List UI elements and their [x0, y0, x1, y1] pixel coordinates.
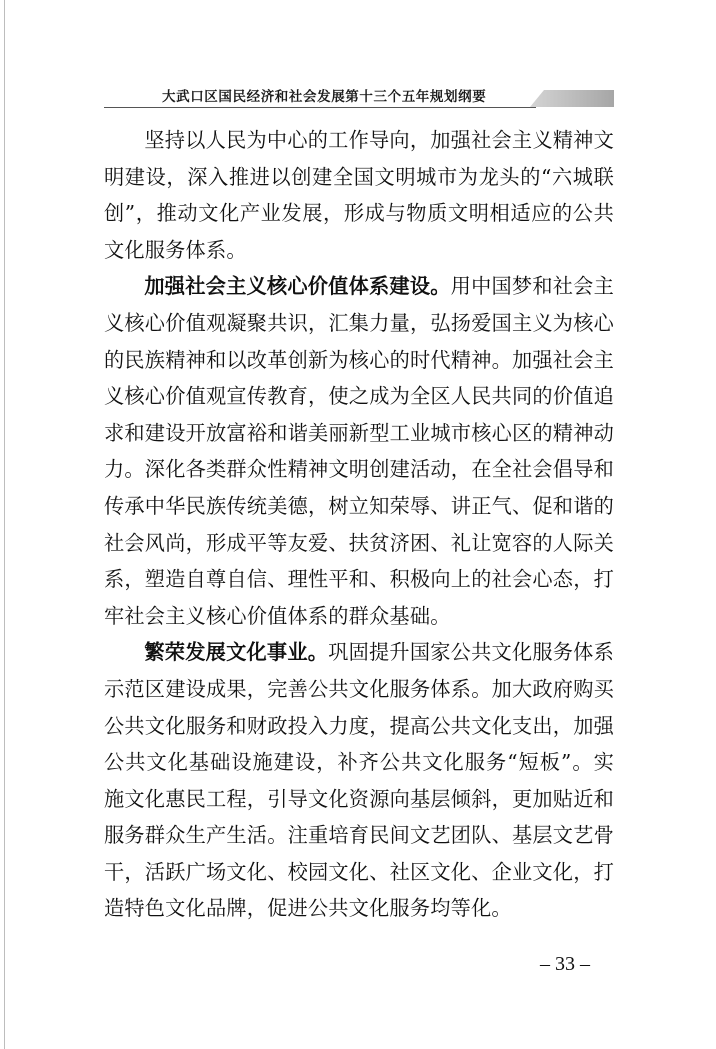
body-text [104, 122, 614, 927]
running-header [104, 88, 614, 110]
page-number: – 33 – [540, 953, 590, 975]
paragraph-text: 用中国梦和社会主义核心价值观凝聚共识，汇集力量，弘扬爱国主义为核心的民族精神和以改革创新为核心的时代精神。加强社会主义核心价值观宣传教育，使之成为全区人民共同的价值追求和建设开放富裕和谐美丽新型工业城市核心区的精神动力。深化各类群众性精神文明创建活动，在全社会倡导和传承中华民族传统美德，树立知荣辱、讲正气、促和谐的社会风尚，形成平等友爱、扶贫济困、礼让宽容的人际关系，塑造自尊自信、理性平和、积极向上的社会心态，打牢社会主义核心价值体系的群众基础。 [104, 274, 614, 628]
paragraph-text: 坚持以人民为中心的工作导向，加强社会主义精神文明建设，深入推进以创建全国文明城市为龙头的“六城联创”，推动文化产业发展，形成与物质文明相适应的公共文化服务体系。 [104, 128, 614, 262]
header-title: 大武口区国民经济和社会发展第十三个五年规划纲要 [162, 89, 487, 105]
header-rule [104, 107, 536, 108]
paragraph-core-values [104, 268, 614, 634]
paragraph-cultural-undertakings [104, 634, 614, 927]
header-decoration-bar [530, 90, 614, 107]
page-edge [4, 0, 5, 1049]
paragraph-intro [104, 122, 614, 268]
paragraph-heading: 加强社会主义核心价值体系建设。 [144, 274, 451, 299]
paragraph-heading: 繁荣发展文化事业。 [144, 640, 329, 665]
paragraph-text: 巩固提升国家公共文化服务体系示范区建设成果，完善公共文化服务体系。加大政府购买公共文化服务和财政投入力度，提高公共文化支出，加强公共文化基础设施建设，补齐公共文化服务“短板”。实施文化惠民工程，引导文化资源向基层倾斜，更加贴近和服务群众生产生活。注重培育民间文艺团队、基层文艺骨干，活跃广场文化、校园文化、社区文化、企业文化，打造特色文化品牌，促进公共文化服务均等化。 [104, 640, 614, 921]
